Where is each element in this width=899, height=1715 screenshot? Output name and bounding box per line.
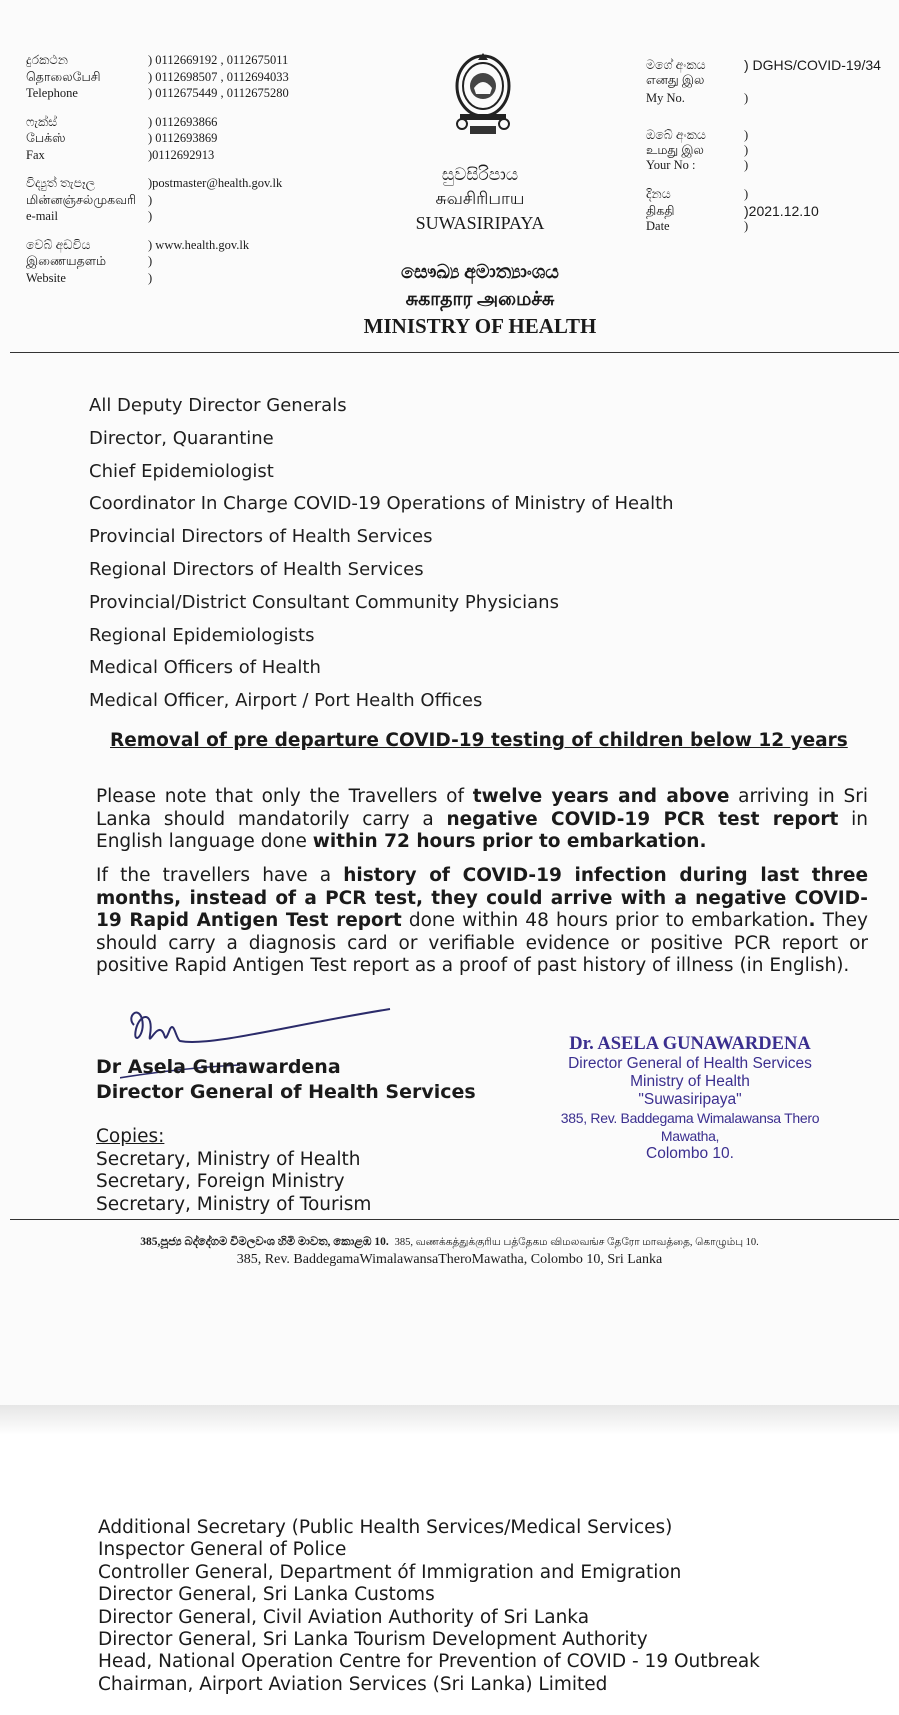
email-label-en: e-mail xyxy=(26,209,58,223)
fax-group xyxy=(26,114,289,164)
para1-bold-1: twelve years and above xyxy=(472,786,730,807)
signature-block xyxy=(96,1055,476,1105)
para2-bold-2: . xyxy=(808,910,816,932)
recipient-item: Director, Quarantine xyxy=(89,427,274,449)
para2-text-3: They should carry a diagnosis card or verifiable evidence or positive PCR report or positive Rapid Antigen Test report as a proof of past history of illness (in English). xyxy=(96,910,868,977)
your-no-label-en: Your No : xyxy=(646,158,696,172)
para2-text-2: done within 48 hours prior to embarkation xyxy=(401,910,809,932)
email-label-ta: மின்னஞ்சல்முகவரி xyxy=(26,192,137,207)
website-label-ta: இணையதளம் xyxy=(26,254,107,268)
stamp-line: Ministry of Health xyxy=(630,1073,750,1090)
fax-value-1: ) 0112693866 xyxy=(148,114,218,129)
copies-item: Secretary, Ministry of Tourism xyxy=(96,1193,372,1215)
recipient-item: Chief Epidemiologist xyxy=(89,460,274,482)
building-name-english: SUWASIRIPAYA xyxy=(415,213,545,233)
copies-continued-list xyxy=(98,1517,760,1696)
your-no-label-ta: உமது இல xyxy=(646,143,704,157)
recipient-item: Medical Officer, Airport / Port Health Offices xyxy=(89,690,483,712)
telephone-value-3: ) 0112675449 , 0112675280 xyxy=(148,86,289,100)
copies-continued-item: Additional Secretary (Public Health Services/Medical Services) xyxy=(98,1517,673,1538)
your-no-value-2: ) xyxy=(744,143,749,157)
recipient-item: Regional Epidemiologists xyxy=(89,624,315,646)
reference-block xyxy=(646,58,881,234)
my-no-group xyxy=(646,58,881,106)
para1-text-1: Please note that only the Travellers of xyxy=(96,786,473,807)
fax-label-en: Fax xyxy=(26,147,45,162)
email-value-3: ) xyxy=(148,209,153,223)
para2-text-1: If the travellers have a xyxy=(96,865,344,886)
building-name-sinhala: සුවසිරිපාය xyxy=(441,165,519,184)
recipient-item: Regional Directors of Health Services xyxy=(89,558,424,580)
copies-continued-item: Director General, Sri Lanka Customs xyxy=(98,1584,435,1606)
footer-address-sinhala: 385,පූජ්‍ය බද්දේගම විමලවංශ හිමි මාවත, කොළඹ 10. xyxy=(140,1236,389,1248)
copies-item: Secretary, Foreign Ministry xyxy=(96,1171,345,1192)
contact-block xyxy=(26,52,289,298)
my-no-label-si: මගේ අංකය xyxy=(646,58,706,72)
website-value-3: ) xyxy=(148,270,153,285)
website-value-2: ) xyxy=(148,254,153,268)
building-name-tamil: சுவசிரிபாய xyxy=(435,189,525,208)
copies-continued-item: Director General, Civil Aviation Authority of Sri Lanka xyxy=(98,1606,590,1628)
body-paragraph-2 xyxy=(96,865,868,978)
stamp-line: Director General of Health Services xyxy=(568,1055,812,1072)
fax-label-ta: பேக்ஸ் xyxy=(26,131,66,145)
stamp-line: Colombo 10. xyxy=(646,1145,734,1162)
fax-label-si: ෆැක්ස් xyxy=(26,114,58,129)
email-value-2: ) xyxy=(148,192,153,207)
telephone-value-1: ) 0112669192 , 0112675011 xyxy=(148,53,289,67)
subject-heading: Removal of pre departure COVID-19 testing of children below 12 years xyxy=(110,730,848,751)
stamp-name: Dr. ASELA GUNAWARDENA xyxy=(569,1034,811,1054)
header-divider xyxy=(10,352,899,353)
date-value-3: ) xyxy=(744,219,749,233)
your-no-value-3: ) xyxy=(744,158,749,172)
para1-text-2: arriving in Sri Lanka should mandatorily carry a xyxy=(96,786,869,830)
recipient-item: Provincial/District Consultant Community Physicians xyxy=(89,591,559,613)
ministry-name-english: MINISTRY OF HEALTH xyxy=(363,314,597,338)
ministry-name-tamil: சுகாதார அமைச்சு xyxy=(405,289,555,310)
website-label-en: Website xyxy=(26,270,66,285)
email-group xyxy=(26,175,289,225)
ministry-name-block xyxy=(300,259,660,340)
national-emblem-icon xyxy=(452,50,514,136)
signatory-name: Dr Asela Gunawardena xyxy=(96,1056,341,1078)
copies-continued-item: Controller General, Department óf Immigration and Emigration xyxy=(98,1561,682,1583)
body-paragraph-1 xyxy=(96,786,868,854)
official-stamp xyxy=(530,1035,850,1163)
copies-continued-item: Head, National Operation Centre for Prevention of COVID - 19 Outbreak xyxy=(98,1651,760,1673)
copies-continued-item: Chairman, Airport Aviation Services (Sri Lanka) Limited xyxy=(98,1673,608,1695)
email-label-si: විද්‍යුත් තැපෑල xyxy=(26,176,96,190)
telephone-label-ta: தொலைபேசி xyxy=(26,69,101,84)
date-label-si: දිනය xyxy=(646,187,671,201)
date-label-ta: திகதி xyxy=(646,204,675,218)
building-name-block xyxy=(300,163,660,235)
my-no-value: ) DGHS/COVID-19/34 xyxy=(744,57,881,73)
telephone-group xyxy=(26,52,289,102)
copies-continued-item: Inspector General of Police xyxy=(98,1539,347,1561)
copies-block xyxy=(96,1126,371,1216)
copies-continued-item: Director General, Sri Lanka Tourism Development Authority xyxy=(98,1629,648,1651)
telephone-label-si: දුරකථන xyxy=(26,53,68,67)
para2-bold-1: history of COVID-19 infection during last three months, instead of a PCR test, they could arrive with a negative COVID-19 Rapid Antigen Test report xyxy=(96,865,868,932)
footer-divider xyxy=(10,1219,899,1220)
signatory-title: Director General of Health Services xyxy=(96,1081,476,1103)
date-value-1: ) xyxy=(744,187,749,201)
date-label-en: Date xyxy=(646,219,670,233)
copies-item: Secretary, Ministry of Health xyxy=(96,1148,361,1170)
footer-address-tamil: 385, வணக்கத்துக்குரிய பத்தேகம விமலவங்ச தேரோ மாவத்தை, கொழும்பு 10. xyxy=(394,1237,759,1248)
ministry-name-sinhala: සෞඛ්‍ය අමාත්‍යාංශය xyxy=(401,262,559,283)
recipient-item: Provincial Directors of Health Services xyxy=(89,526,433,548)
date-group xyxy=(646,187,881,234)
recipient-item: Medical Officers of Health xyxy=(89,657,321,679)
stamp-line: "Suwasiripaya" xyxy=(638,1091,742,1108)
telephone-label-en: Telephone xyxy=(26,86,78,100)
recipient-item: All Deputy Director Generals xyxy=(89,395,347,416)
my-no-value-3: ) xyxy=(744,91,749,105)
website-group xyxy=(26,237,289,287)
para1-bold-3: within 72 hours prior to embarkation. xyxy=(312,831,707,853)
date-value: )2021.12.10 xyxy=(744,203,819,219)
telephone-value-2: ) 0112698507 , 0112694033 xyxy=(148,69,289,84)
your-no-group xyxy=(646,128,881,173)
my-no-label-ta: எனது இல xyxy=(646,73,705,87)
footer-address-local xyxy=(0,1236,899,1249)
your-no-label-si: ඔබේ අංකය xyxy=(646,128,706,142)
your-no-value-1: ) xyxy=(744,128,749,142)
website-label-si: වෙබ් අඩවිය xyxy=(26,237,91,252)
page-gap xyxy=(0,1405,899,1435)
fax-value-3: )0112692913 xyxy=(148,147,215,162)
para1-text-3: in English language done xyxy=(96,808,868,853)
footer-address-english: 385, Rev. BaddegamaWimalawansaTheroMawatha, Colombo 10, Sri Lanka xyxy=(236,1252,663,1267)
stamp-line: 385, Rev. Baddegama Wimalawansa Thero Mawatha, xyxy=(560,1110,820,1144)
my-no-label-en: My No. xyxy=(646,91,685,105)
recipient-item: Coordinator In Charge COVID-19 Operations of Ministry of Health xyxy=(89,493,674,515)
email-value: )postmaster@health.gov.lk xyxy=(148,176,283,190)
fax-value-2: ) 0112693869 xyxy=(148,131,218,145)
website-value: ) www.health.gov.lk xyxy=(148,237,250,252)
para1-bold-2: negative COVID-19 PCR test report xyxy=(446,808,839,830)
copies-heading: Copies: xyxy=(96,1126,165,1147)
recipients-list xyxy=(89,390,674,718)
